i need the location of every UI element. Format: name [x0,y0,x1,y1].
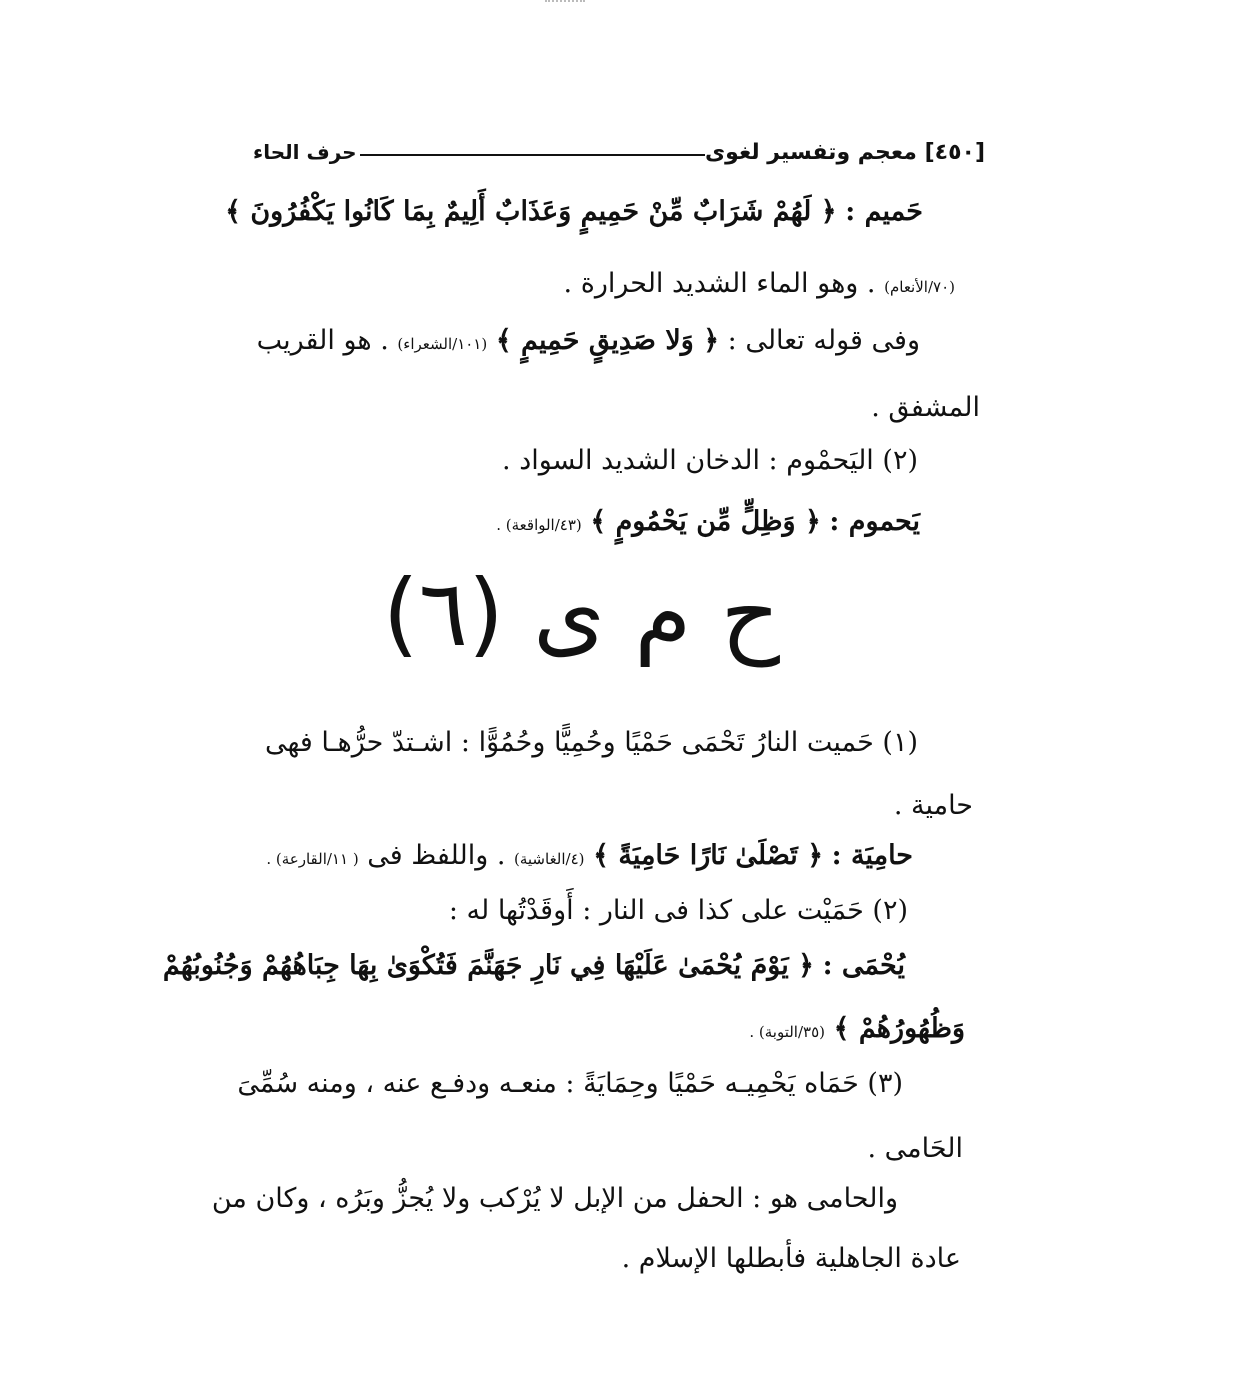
quran-quote: ﴿ لَهُمْ شَرَابٌ مِّنْ حَمِيمٍ وَعَذَابٌ أَلِيمٌ بِمَا كَانُوا يَكْفُرُونَ ﴾ [225,196,837,227]
entry-line-7 [265,727,918,759]
entry-line-4 [871,392,980,424]
entry-line-1 [225,196,923,228]
reference: (٤/الغاشية) [514,850,585,868]
body-text: . هو القريب [256,325,389,356]
body-text: المشفق . [871,392,980,423]
entry-head: حامِيَة : [831,840,913,871]
body-text: حامية . [893,790,973,821]
quran-quote: ﴿ يَوْمَ يُحْمَىٰ عَلَيْهَا فِي نَارِ جَهَنَّمَ فَتُكْوَىٰ بِهَا جِبَاهُهُمْ وَجُنُوبُهُمْ [162,950,814,981]
entry-line-13 [237,1068,903,1100]
entry-line-3 [257,325,920,357]
root-heading: ح م ى (٦) [382,560,780,667]
quran-quote: ﴿ تَصْلَىٰ نَارًا حَامِيَةً ﴾ [593,840,824,871]
reference: ( ١١/القارعة) . [266,850,359,868]
entry-head: حَميم : [845,196,923,227]
entry-line-6 [496,506,920,538]
reference: (٣٥/التوبة) . [749,1023,826,1041]
body-text: عادة الجاهلية فأبطلها الإسلام . [621,1243,961,1274]
header-rule [360,154,705,156]
definition-text: . وهو الماء الشديد الحرارة . [563,268,876,299]
entry-line-14 [867,1133,963,1165]
entry-line-5 [502,445,918,477]
quran-quote: وَظُهُورُهُمْ ﴾ [833,1013,965,1044]
entry-line-2 [564,268,955,300]
quran-quote: ﴿ وَظِلٍّ مِّن يَحْمُومٍ ﴾ [590,506,821,537]
definition-text: والحامى هو : الحفل من الإبل لا يُرْكب ولا يُجزُّ وبَرُه ، وكان من [211,1183,898,1214]
reference: (١٠١/الشعراء) [397,335,488,353]
entry-line-10 [449,895,908,927]
chapter-title: حرف الحاء [253,140,357,164]
entry-head: يُحْمَى : [822,950,905,981]
entry-line-15 [212,1183,898,1215]
entry-line-8 [894,790,973,822]
entry-line-12 [749,1013,965,1045]
body-text: . واللفظ فى [367,840,506,871]
quran-quote: ﴿ وَلا صَدِيقٍ حَمِيمٍ ﴾ [495,325,720,356]
top-edge-mark [545,0,585,8]
entry-line-9 [266,840,913,872]
definition-text: (١) حَميت النارُ تَحْمَى حَمْيًا وحُمِيًّا وحُمُوًّا : اشـتدّ حرُّهـا فهى [264,727,918,758]
reference: (٤٣/الواقعة) . [496,516,582,534]
definition-text: (٢) حَمَيْت على كذا فى النار : أَوقَدْتُها له : [448,895,908,926]
body-text: الحَامى . [867,1133,963,1164]
entry-line-16 [622,1243,961,1275]
entry-line-11 [163,950,905,982]
definition-text: (٣) حَمَاه يَحْمِيـه حَمْيًا وحِمَايَةً : منعـه ودفـع عنه ، ومنه سُمِّىَ [237,1068,903,1099]
body-text: وفى قوله تعالى : [727,325,920,356]
reference: (٧٠/الأنعام) [884,278,955,296]
definition-text: (٢) اليَحمْوم : الدخان الشديد السواد . [502,445,918,476]
page-header-title: [٤٥٠] معجم وتفسير لغوى [705,140,985,165]
entry-head: يَحموم : [829,506,920,537]
